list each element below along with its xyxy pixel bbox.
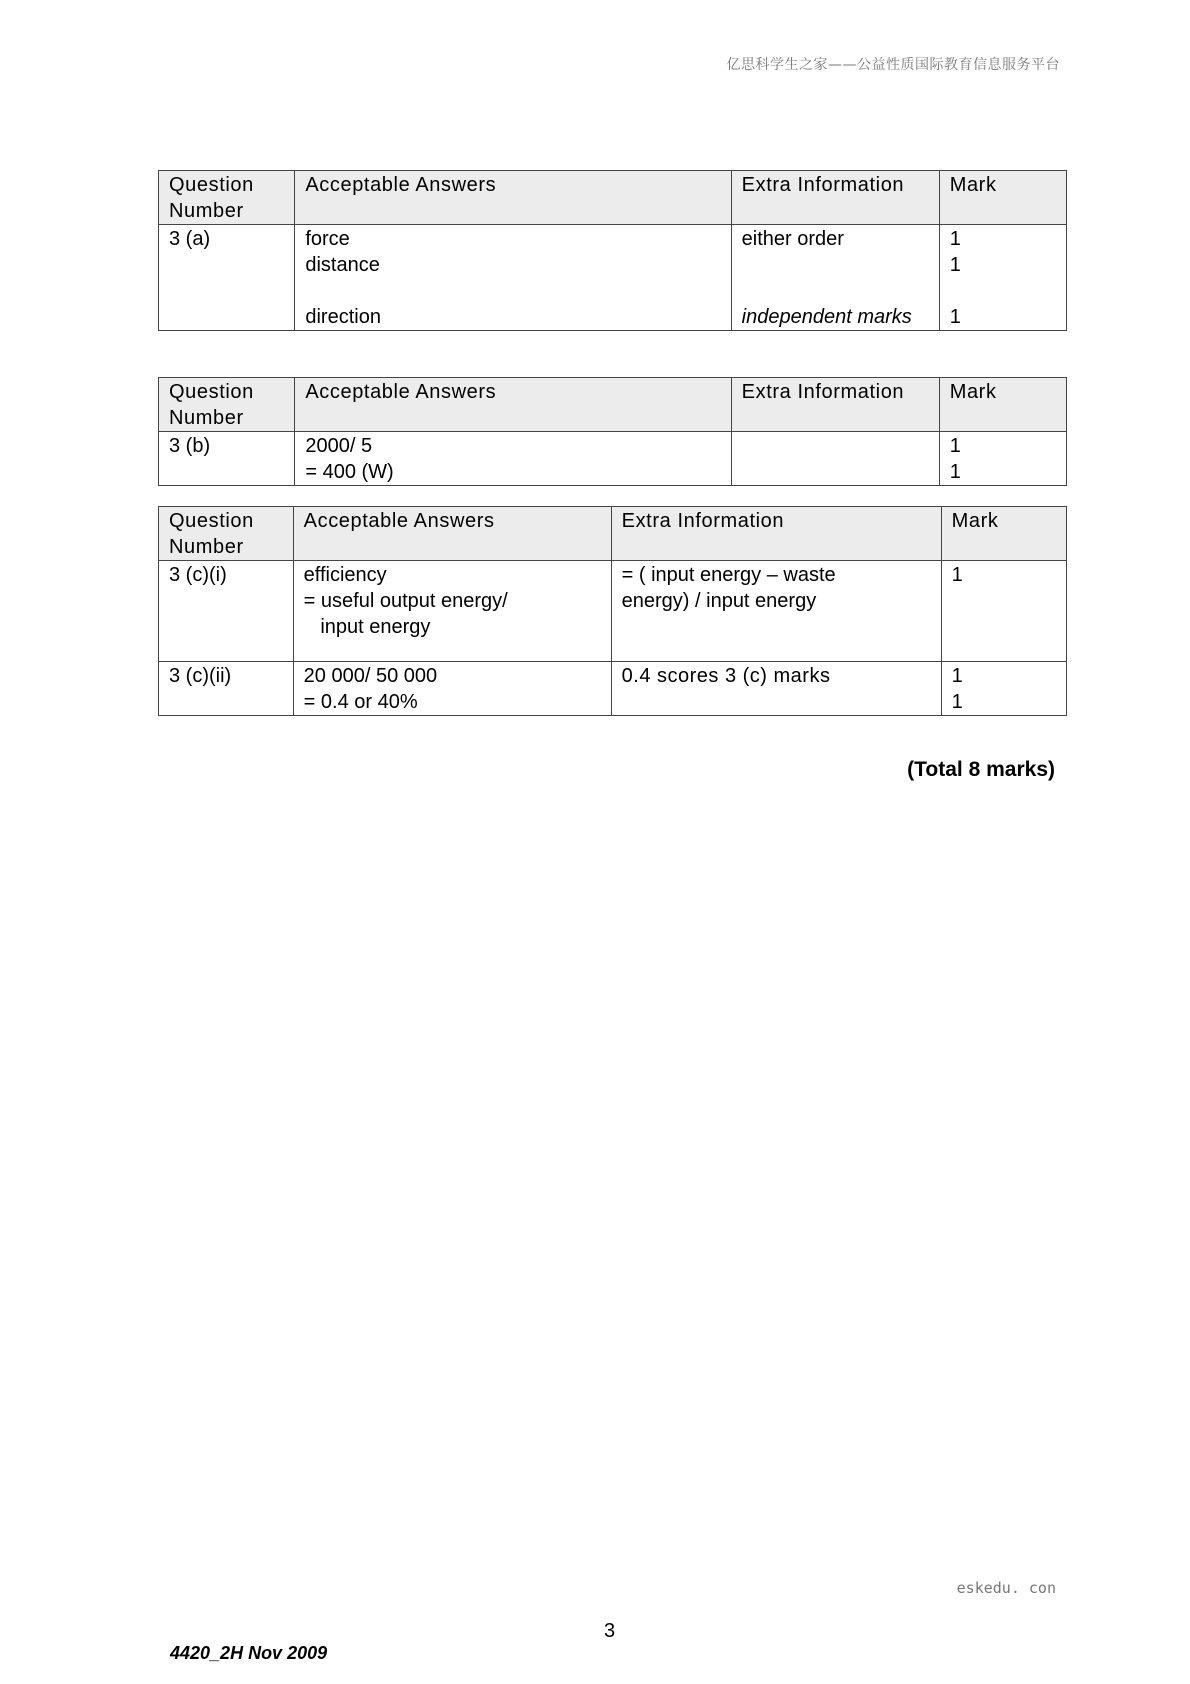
extra-information: either order independent marks: [731, 225, 939, 331]
table-row: [159, 662, 1067, 716]
question-number: 3 (c)(ii): [159, 662, 294, 716]
question-number-header: Question Number: [159, 378, 295, 432]
total-marks: (Total 8 marks): [907, 758, 1055, 781]
acceptable-answers-header: Acceptable Answers: [295, 171, 731, 225]
question-number: 3 (a): [159, 225, 295, 331]
question-number-header: Question Number: [159, 507, 294, 561]
question-number: 3 (c)(i): [159, 561, 294, 662]
marks: 1 1 1: [939, 225, 1066, 331]
acceptable-answers: 2000/ 5 = 400 (W): [295, 432, 731, 486]
marks: 1: [941, 561, 1066, 662]
mark-scheme-table-3a: [158, 170, 1067, 331]
marks: 1 1: [941, 662, 1066, 716]
extra-information-header: Extra Information: [731, 378, 939, 432]
page-number: 3: [604, 1620, 616, 1642]
paper-code-footer: 4420_2H Nov 2009: [170, 1643, 328, 1663]
table-row: [159, 225, 1067, 331]
table-row: [159, 432, 1067, 486]
extra-information: [731, 432, 939, 486]
table-row: [159, 561, 1067, 662]
acceptable-answers-header: Acceptable Answers: [295, 378, 731, 432]
extra-information-header: Extra Information: [731, 171, 939, 225]
header-note: 亿思科学生之家——公益性质国际教育信息服务平台: [726, 57, 1060, 73]
extra-information: = ( input energy – waste energy) / input energy: [611, 561, 941, 662]
mark-header: Mark: [939, 378, 1066, 432]
table-header-row: [159, 171, 1067, 225]
mark-scheme-table-3c: [158, 506, 1067, 716]
question-number: 3 (b): [159, 432, 295, 486]
mark-header: Mark: [941, 507, 1066, 561]
mark-scheme-table-3b: [158, 377, 1067, 486]
site-watermark: eskedu. con: [956, 1579, 1056, 1597]
question-number-header: Question Number: [159, 171, 295, 225]
acceptable-answers: efficiency = useful output energy/ input energy: [293, 561, 611, 662]
acceptable-answers-header: Acceptable Answers: [293, 507, 611, 561]
mark-header: Mark: [939, 171, 1066, 225]
extra-information: 0.4 scores 3 (c) marks: [611, 662, 941, 716]
extra-information-header: Extra Information: [611, 507, 941, 561]
acceptable-answers: 20 000/ 50 000 = 0.4 or 40%: [293, 662, 611, 716]
independent-marks-note: independent marks: [741, 306, 912, 328]
acceptable-answers: force distance direction: [295, 225, 731, 331]
marks: 1 1: [939, 432, 1066, 486]
table-header-row: [159, 378, 1067, 432]
table-header-row: [159, 507, 1067, 561]
